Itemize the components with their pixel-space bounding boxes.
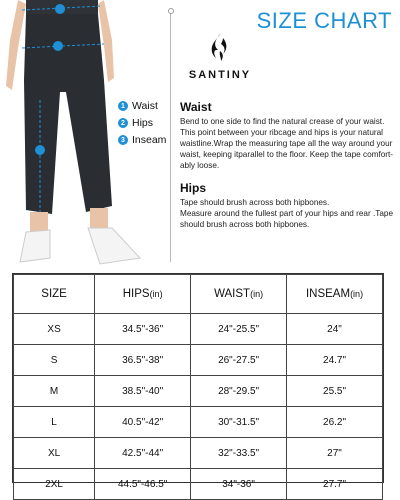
header-inseam: INSEAM(in) <box>287 275 383 314</box>
header-size: SIZE <box>14 275 95 314</box>
legend-label: Hips <box>132 117 154 129</box>
marker-1 <box>55 4 65 14</box>
number-3-icon: 3 <box>118 135 128 145</box>
cell-size: 2XL <box>14 469 95 500</box>
cell-hips: 34.5"-36" <box>95 314 191 345</box>
marker-3 <box>35 145 45 155</box>
measurement-legend <box>118 100 166 151</box>
legend-item <box>118 134 166 146</box>
page-title: SIZE CHART <box>256 8 392 33</box>
right-ankle <box>90 208 108 230</box>
cell-hips: 40.5"-42" <box>95 407 191 438</box>
legend-item <box>118 117 166 129</box>
cell-hips: 38.5"-40" <box>95 376 191 407</box>
right-shoe <box>88 228 140 264</box>
number-1-icon: 1 <box>118 101 128 111</box>
flame-logo-icon <box>209 32 231 62</box>
legend-item <box>118 100 166 112</box>
cell-size: L <box>14 407 95 438</box>
cell-hips: 44.5"-46.5" <box>95 469 191 500</box>
brand-name: SANTINY <box>188 69 252 81</box>
left-arm <box>6 0 26 90</box>
hips-line-1: Tape should brush across both hipbones. <box>180 198 330 207</box>
cell-waist: 26"-27.5" <box>191 345 287 376</box>
info-panel <box>180 0 398 268</box>
size-table-container <box>12 273 384 490</box>
cell-hips: 36.5"-38" <box>95 345 191 376</box>
hips-heading: Hips <box>180 181 207 195</box>
brand-logo <box>180 32 260 81</box>
vertical-divider <box>170 12 171 262</box>
table-row <box>14 407 383 438</box>
cell-inseam: 27.7" <box>287 469 383 500</box>
cell-inseam: 24" <box>287 314 383 345</box>
cell-inseam: 26.2" <box>287 407 383 438</box>
table-row <box>14 376 383 407</box>
waist-heading: Waist <box>180 100 212 114</box>
table-row <box>14 438 383 469</box>
cell-inseam: 24.7" <box>287 345 383 376</box>
cell-inseam: 27" <box>287 438 383 469</box>
table-row <box>14 469 383 500</box>
table-row <box>14 314 383 345</box>
cell-size: S <box>14 345 95 376</box>
number-2-icon: 2 <box>118 118 128 128</box>
cell-inseam: 25.5" <box>287 376 383 407</box>
legend-label: Inseam <box>132 134 167 146</box>
table-header-row <box>14 275 383 314</box>
cell-waist: 34"-36" <box>191 469 287 500</box>
legend-label: Waist <box>132 100 158 112</box>
cell-waist: 28"-29.5" <box>191 376 287 407</box>
cell-waist: 30"-31.5" <box>191 407 287 438</box>
table-row <box>14 345 383 376</box>
hips-line-2: Measure around the fullest part of your hips and rear .Tape should brush across both hipbones. <box>180 209 393 229</box>
cell-size: XL <box>14 438 95 469</box>
cell-waist: 32"-33.5" <box>191 438 287 469</box>
marker-2 <box>53 41 63 51</box>
cell-hips: 42.5"-44" <box>95 438 191 469</box>
cell-size: M <box>14 376 95 407</box>
size-table <box>13 274 383 500</box>
left-shoe <box>20 230 50 262</box>
cell-size: XS <box>14 314 95 345</box>
waist-description: Bend to one side to find the natural crease of your waist. This point between your ribcage and hips is your natural waistline.Wrap the measuring tape all the way around your waist, keeping itparallel to the floor. Keep the tape comfort-ably loose. <box>180 117 393 170</box>
cell-waist: 24"-25.5" <box>191 314 287 345</box>
header-waist: WAIST(in) <box>191 275 287 314</box>
header-hips: HIPS(in) <box>95 275 191 314</box>
